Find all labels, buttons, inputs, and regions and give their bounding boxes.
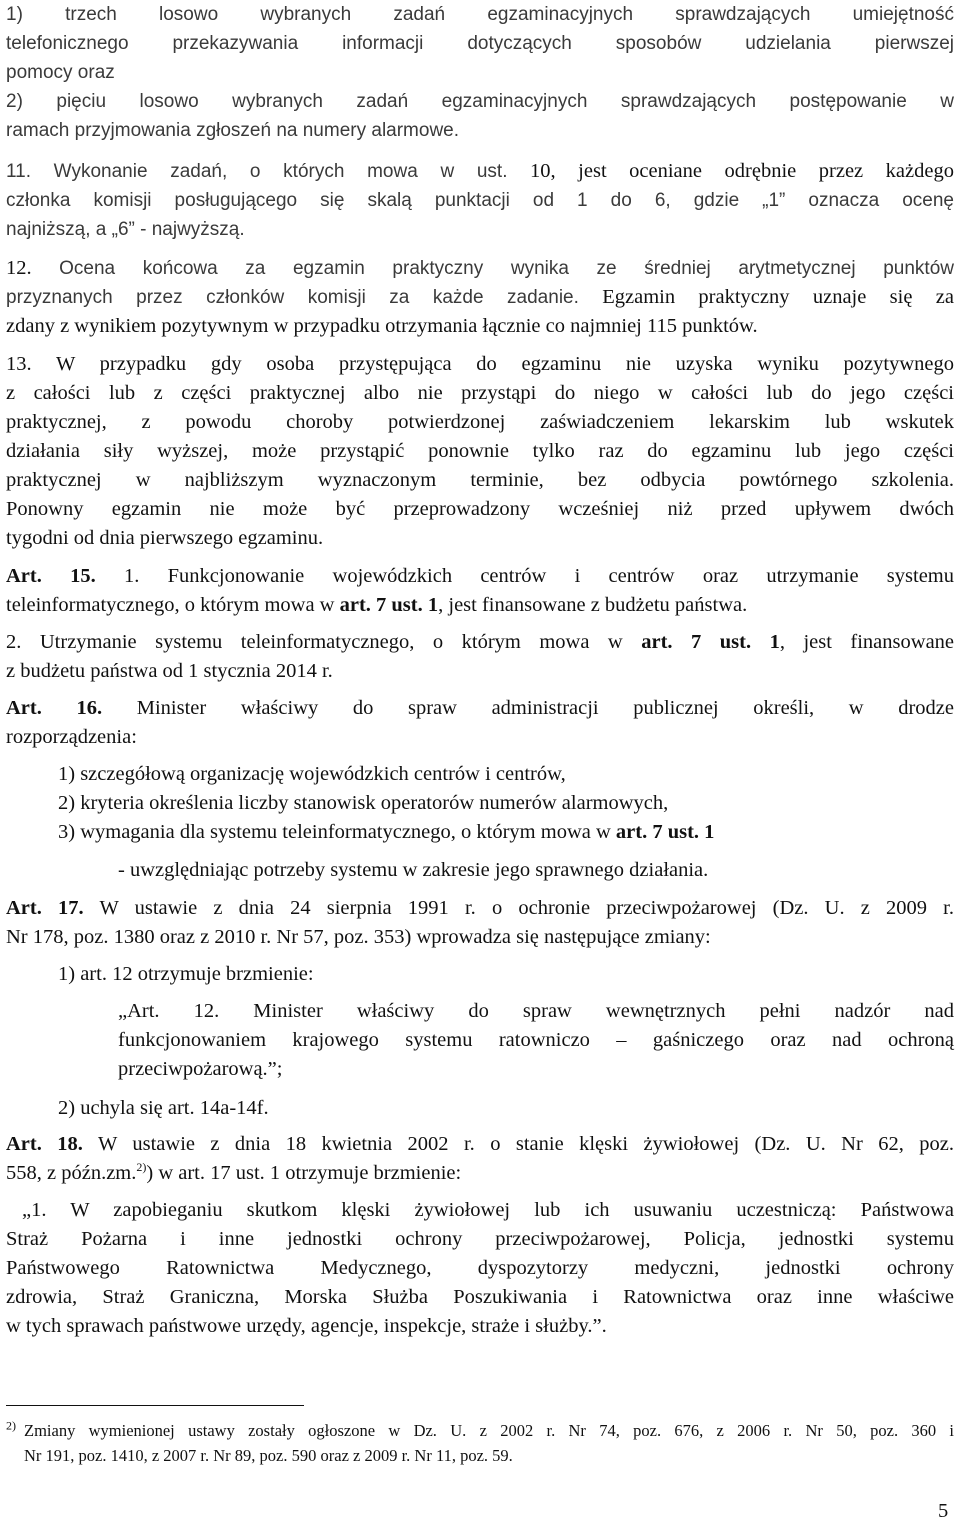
text-segment: 1. Funkcjonowanie wojewódzkich centrów i centrów oraz utrzymanie systemu	[124, 565, 955, 587]
text-segment: W ustawie z dnia 24 sierpnia 1991 r. o ochronie przeciwpożarowej (Dz. U. z 2009 r.	[99, 897, 954, 919]
legal-reference: art. 7 ust. 1	[339, 594, 439, 616]
list-item: 2) uchyla się art. 14a-14f.	[58, 1097, 269, 1119]
footnote-separator	[6, 1405, 304, 1406]
footnote-mark: 2)	[6, 1418, 16, 1433]
quoted-text-line: Straż Pożarna i inne jednostki ochrony przeciwpożarowej, Policja, jednostki systemu	[6, 1228, 954, 1250]
text-line: Nr 178, poz. 1380 oraz z 2010 r. Nr 57, poz. 353) wprowadza się następujące zmiany:	[6, 926, 711, 948]
text-segment: 558, z późn.zm.	[6, 1162, 137, 1184]
quoted-text-line: zdrowia, Straż Graniczna, Morska Służba Poszukiwania i Ratownictwa oraz inne właściwe	[6, 1286, 954, 1308]
text-segment: 10, jest oceniane odrębnie przez każdego	[530, 160, 954, 182]
legal-reference: art. 7 ust. 1	[615, 821, 715, 843]
paragraph-12-line	[6, 254, 954, 283]
quoted-text-line: „1. W zapobieganiu skutkom klęski żywiołowej lub ich usuwaniu uczestniczą: Państwowa	[22, 1199, 954, 1221]
quoted-text-line: przeciwpożarową.”;	[118, 1058, 283, 1080]
article-15-line	[6, 562, 954, 591]
text-line: 13. W przypadku gdy osoba przystępująca do egzaminu nie uzyska wyniku pozytywnego	[6, 353, 954, 375]
text-line: Ponowny egzamin nie może być przeprowadzony wcześniej niż przed upływem dwóch	[6, 498, 954, 520]
text-segment: W ustawie z dnia 18 kwietnia 2002 r. o stanie klęski żywiołowej (Dz. U. Nr 62, poz.	[97, 1133, 954, 1155]
quoted-text-line: „Art. 12. Minister właściwy do spraw wewnętrznych pełni nadzór nad	[118, 1000, 954, 1022]
text-segment: 12.	[6, 257, 32, 279]
text-segment: Ocena końcowa za egzamin praktyczny wynika ze średniej arytmetycznej punktów	[59, 258, 954, 279]
text-line: rozporządzenia:	[6, 726, 137, 748]
article-16-line	[6, 694, 954, 723]
text-segment: , jest finansowane	[779, 631, 955, 653]
text-segment: Minister właściwy do spraw administracji publicznej określi, w drodze	[136, 697, 954, 719]
footnote-text-line: Zmiany wymienionej ustawy zostały ogłoszone w Dz. U. z 2002 r. Nr 74, poz. 676, z 2006 r. Nr 50, poz. 360 i	[24, 1421, 954, 1440]
quoted-text-line: funkcjonowaniem krajowego systemu ratowniczo – gaśniczego oraz nad ochroną	[118, 1029, 954, 1051]
text-line: zdany z wynikiem pozytywnym w przypadku otrzymania łącznie co najmniej 115 punktów.	[6, 315, 758, 337]
article-heading: Art. 17.	[6, 897, 84, 919]
text-line: praktycznej, z powodu choroby potwierdzonej zaświadczeniem lekarskim lub wskutek	[6, 411, 954, 433]
text-line	[6, 591, 954, 620]
quoted-text-line: Państwowego Ratownictwa Medycznego, dyspozytorzy medyczni, jednostki ochrony	[6, 1257, 954, 1279]
text-line: z całości lub z części praktycznej albo nie przystąpi do niego w całości lub do jego części	[6, 382, 954, 404]
text-line: - uwzględniając potrzeby systemu w zakresie jego sprawnego działania.	[118, 859, 709, 881]
text-line	[6, 283, 954, 312]
article-17-line	[6, 894, 954, 923]
text-segment: 3) wymagania dla systemu teleinformatycznego, o którym mowa w	[58, 821, 611, 843]
paragraph-11-line	[6, 157, 954, 186]
article-heading: Art. 18.	[6, 1133, 83, 1155]
text-line	[6, 1159, 954, 1188]
text-segment: teleinformatycznego, o którym mowa w	[6, 594, 335, 616]
legal-reference: art. 7 ust. 1	[641, 631, 780, 653]
text-segment: przyznanych przez członków komisji za każde zadanie.	[6, 287, 579, 308]
page-number: 5	[938, 1500, 949, 1522]
text-line: 2) pięciu losowo wybranych zadań egzaminacyjnych sprawdzających postępowanie w	[6, 91, 954, 112]
article-heading: Art. 15.	[6, 565, 96, 587]
text-segment: ) w art. 17 ust. 1 otrzymuje brzmienie:	[146, 1162, 462, 1184]
quoted-text-line: w tych sprawach państwowe urzędy, agencje, inspekcje, straże i służby.”.	[6, 1315, 607, 1337]
text-line	[6, 628, 954, 657]
list-item: 1) szczegółową organizację wojewódzkich centrów i centrów,	[58, 763, 566, 785]
text-line: ramach przyjmowania zgłoszeń na numery alarmowe.	[6, 120, 460, 141]
list-item: 2) kryteria określenia liczby stanowisk operatorów numerów alarmowych,	[58, 792, 669, 814]
text-line: tygodni od dnia pierwszego egzaminu.	[6, 527, 324, 549]
list-item: 1) art. 12 otrzymuje brzmienie:	[58, 963, 314, 985]
text-line: działania siły wyższej, może przystąpić ponownie tylko raz do egzaminu lub jego części	[6, 440, 954, 462]
text-segment: 11. Wykonanie zadań, o których mowa w ust.	[6, 161, 508, 182]
article-heading: Art. 16.	[6, 697, 103, 719]
text-line: praktycznej w najbliższym wyznaczonym terminie, bez odbycia powtórnego szkolenia.	[6, 469, 954, 491]
text-line: 1) trzech losowo wybranych zadań egzaminacyjnych sprawdzających umiejętność	[6, 4, 954, 25]
footnote-text-line: Nr 191, poz. 1410, z 2007 r. Nr 89, poz. 590 oraz z 2009 r. Nr 11, poz. 59.	[24, 1446, 513, 1465]
text-line: z budżetu państwa od 1 stycznia 2014 r.	[6, 660, 333, 682]
text-segment: 2. Utrzymanie systemu teleinformatycznego, o którym mowa w	[6, 631, 623, 653]
text-line: najniższą, a „6” - najwyższą.	[6, 219, 245, 240]
text-segment: Egzamin praktyczny uznaje się za	[602, 286, 954, 308]
list-item	[58, 818, 954, 847]
footnote-reference: 2)	[136, 1160, 147, 1175]
text-line: telefonicznego przekazywania informacji dotyczących sposobów udzielania pierwszej	[6, 33, 954, 54]
text-segment: , jest finansowane z budżetu państwa.	[438, 594, 748, 616]
text-line: członka komisji posługującego się skalą punktacji od 1 do 6, gdzie „1” oznacza ocenę	[6, 190, 954, 211]
article-18-line	[6, 1130, 954, 1159]
text-line: pomocy oraz	[6, 62, 115, 83]
